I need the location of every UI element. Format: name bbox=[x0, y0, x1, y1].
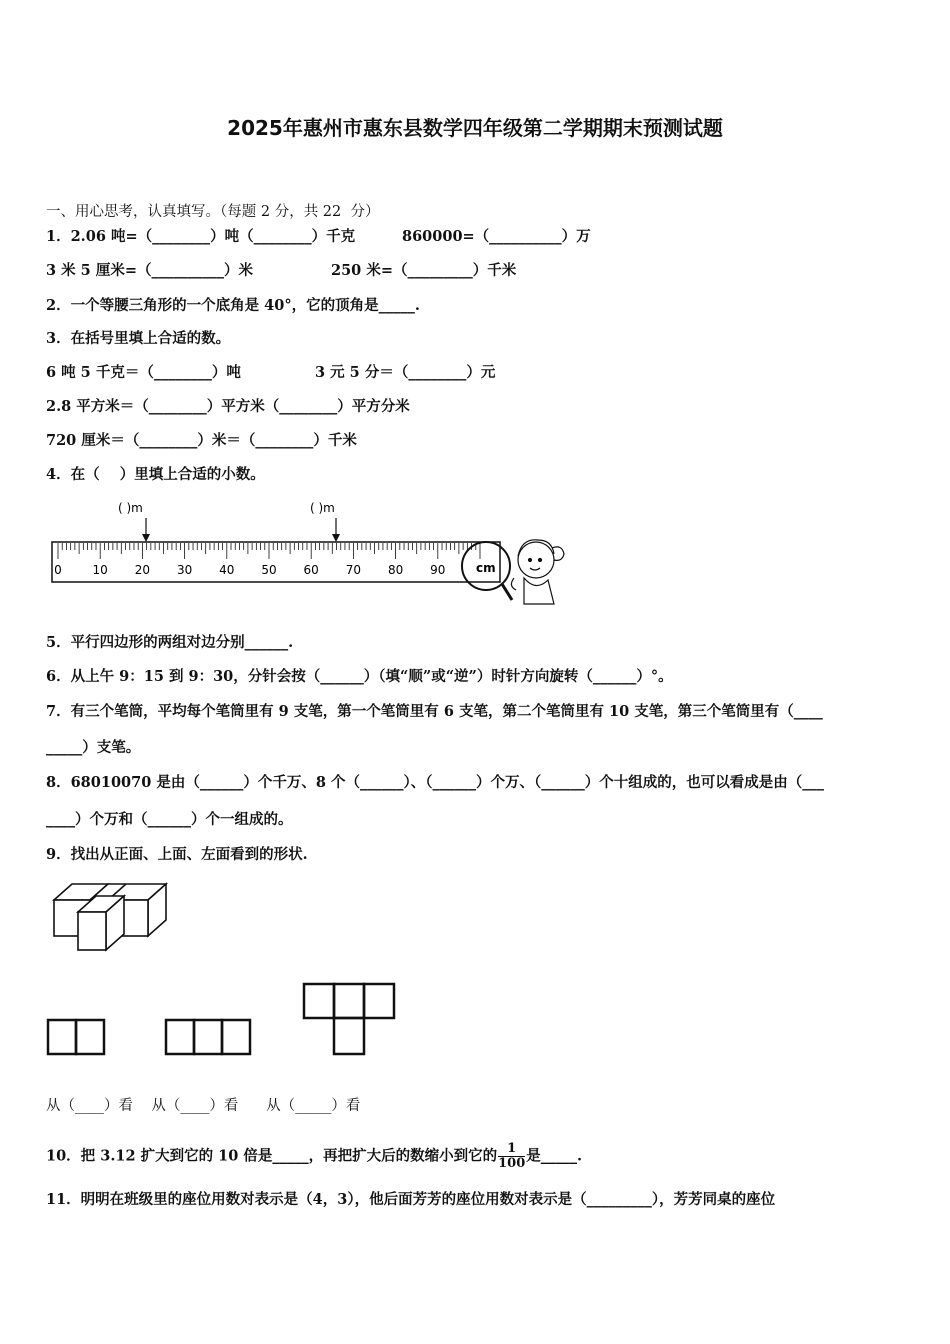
ruler-label: 80 bbox=[387, 563, 404, 577]
q4-stem: 4．在（ ）里填上合适的小数。 bbox=[46, 466, 265, 483]
q3-line-b: 3 元 5 分＝（________）元 bbox=[315, 364, 496, 381]
q10-text-pre: 10．把 3.12 扩大到它的 10 倍是_____，再把扩大后的数缩小到它的 bbox=[46, 1147, 498, 1165]
section-heading: 一、用心思考，认真填写。（每题 2 分，共 22 分） bbox=[46, 204, 380, 220]
arrow-right-head bbox=[332, 534, 340, 542]
q2: 2．一个等腰三角形的一个底角是 40°，它的顶角是_____. bbox=[46, 297, 420, 314]
q7-line-b: _____）支笔。 bbox=[46, 739, 141, 756]
q8-line-b: ____）个万和（______）个一组成的。 bbox=[46, 811, 293, 828]
q8-line-a: 8．68010070 是由（______）个千万、8 个（______）、（______）个万、（______）个十组成的，也可以看成是由（___ bbox=[46, 774, 824, 791]
q3-line-d: 720 厘米＝（________）米＝（________）千米 bbox=[46, 432, 357, 449]
ruler-blank-left: ( )m bbox=[118, 501, 143, 515]
ruler-label: 90 bbox=[430, 563, 446, 577]
q10 bbox=[46, 1142, 582, 1171]
q3-line-c: 2.8 平方米＝（________）平方米（________）平方分米 bbox=[46, 398, 410, 415]
q5: 5．平行四边形的两组对边分别______. bbox=[46, 634, 294, 651]
ruler-label: 70 bbox=[345, 563, 362, 577]
q10-fraction-den: 100 bbox=[498, 1156, 526, 1171]
arrow-left-head bbox=[142, 534, 150, 542]
ruler-label: 20 bbox=[134, 563, 151, 577]
ruler-label: 40 bbox=[219, 563, 235, 577]
ruler-blank-right: ( )m bbox=[310, 501, 335, 515]
ruler-label: 60 bbox=[303, 563, 319, 577]
view-shape-b bbox=[164, 1018, 254, 1058]
q1-line-d: 250 米=（_________）千米 bbox=[331, 262, 517, 279]
q3-line-a: 6 吨 5 千克＝（________）吨 bbox=[46, 364, 241, 381]
q10-fraction-num: 1 bbox=[507, 1141, 517, 1156]
ruler-label: 10 bbox=[92, 563, 108, 577]
q1-line-c: 3 米 5 厘米=（__________）米 bbox=[46, 262, 253, 279]
cube-figure bbox=[50, 882, 172, 954]
view-shape-a bbox=[46, 1018, 108, 1058]
magnifier-handle bbox=[502, 584, 512, 600]
girl-illustration bbox=[511, 540, 564, 604]
q3-stem: 3．在括号里填上合适的数。 bbox=[46, 330, 231, 347]
view-shape-c bbox=[302, 982, 400, 1058]
q11: 11．明明在班级里的座位用数对表示是（4，3），他后面芳芳的座位用数对表示是（_________），芳芳同桌的座位 bbox=[46, 1191, 776, 1208]
ruler-label: 30 bbox=[176, 563, 193, 577]
ruler-label: 50 bbox=[261, 563, 277, 577]
q9-answers: 从（____）看 从（____）看 从（_____）看 bbox=[46, 1098, 361, 1114]
q6: 6．从上午 9：15 到 9：30，分针会按（______）（填“顺”或“逆”）时针方向旋转（______）°。 bbox=[46, 668, 673, 685]
ruler-unit: cm bbox=[476, 561, 496, 575]
q1-line-b: 860000=（__________）万 bbox=[402, 228, 591, 245]
q10-fraction bbox=[498, 1142, 525, 1171]
q7-line-a: 7．有三个笔筒，平均每个笔筒里有 9 支笔，第一个笔筒里有 6 支笔，第二个笔筒里有 10 支笔，第三个笔筒里有（____ bbox=[46, 703, 823, 720]
q10-text-post: 是_____. bbox=[526, 1147, 583, 1165]
q9-stem: 9．找出从正面、上面、左面看到的形状. bbox=[46, 846, 308, 863]
ruler-figure bbox=[46, 496, 576, 608]
ruler-label: 0 bbox=[54, 563, 62, 577]
q1-line-a: 1．2.06 吨=（________）吨（________）千克 bbox=[46, 228, 356, 245]
page-title: 2025年惠州市惠东县数学四年级第二学期期末预测试题 bbox=[227, 116, 723, 140]
